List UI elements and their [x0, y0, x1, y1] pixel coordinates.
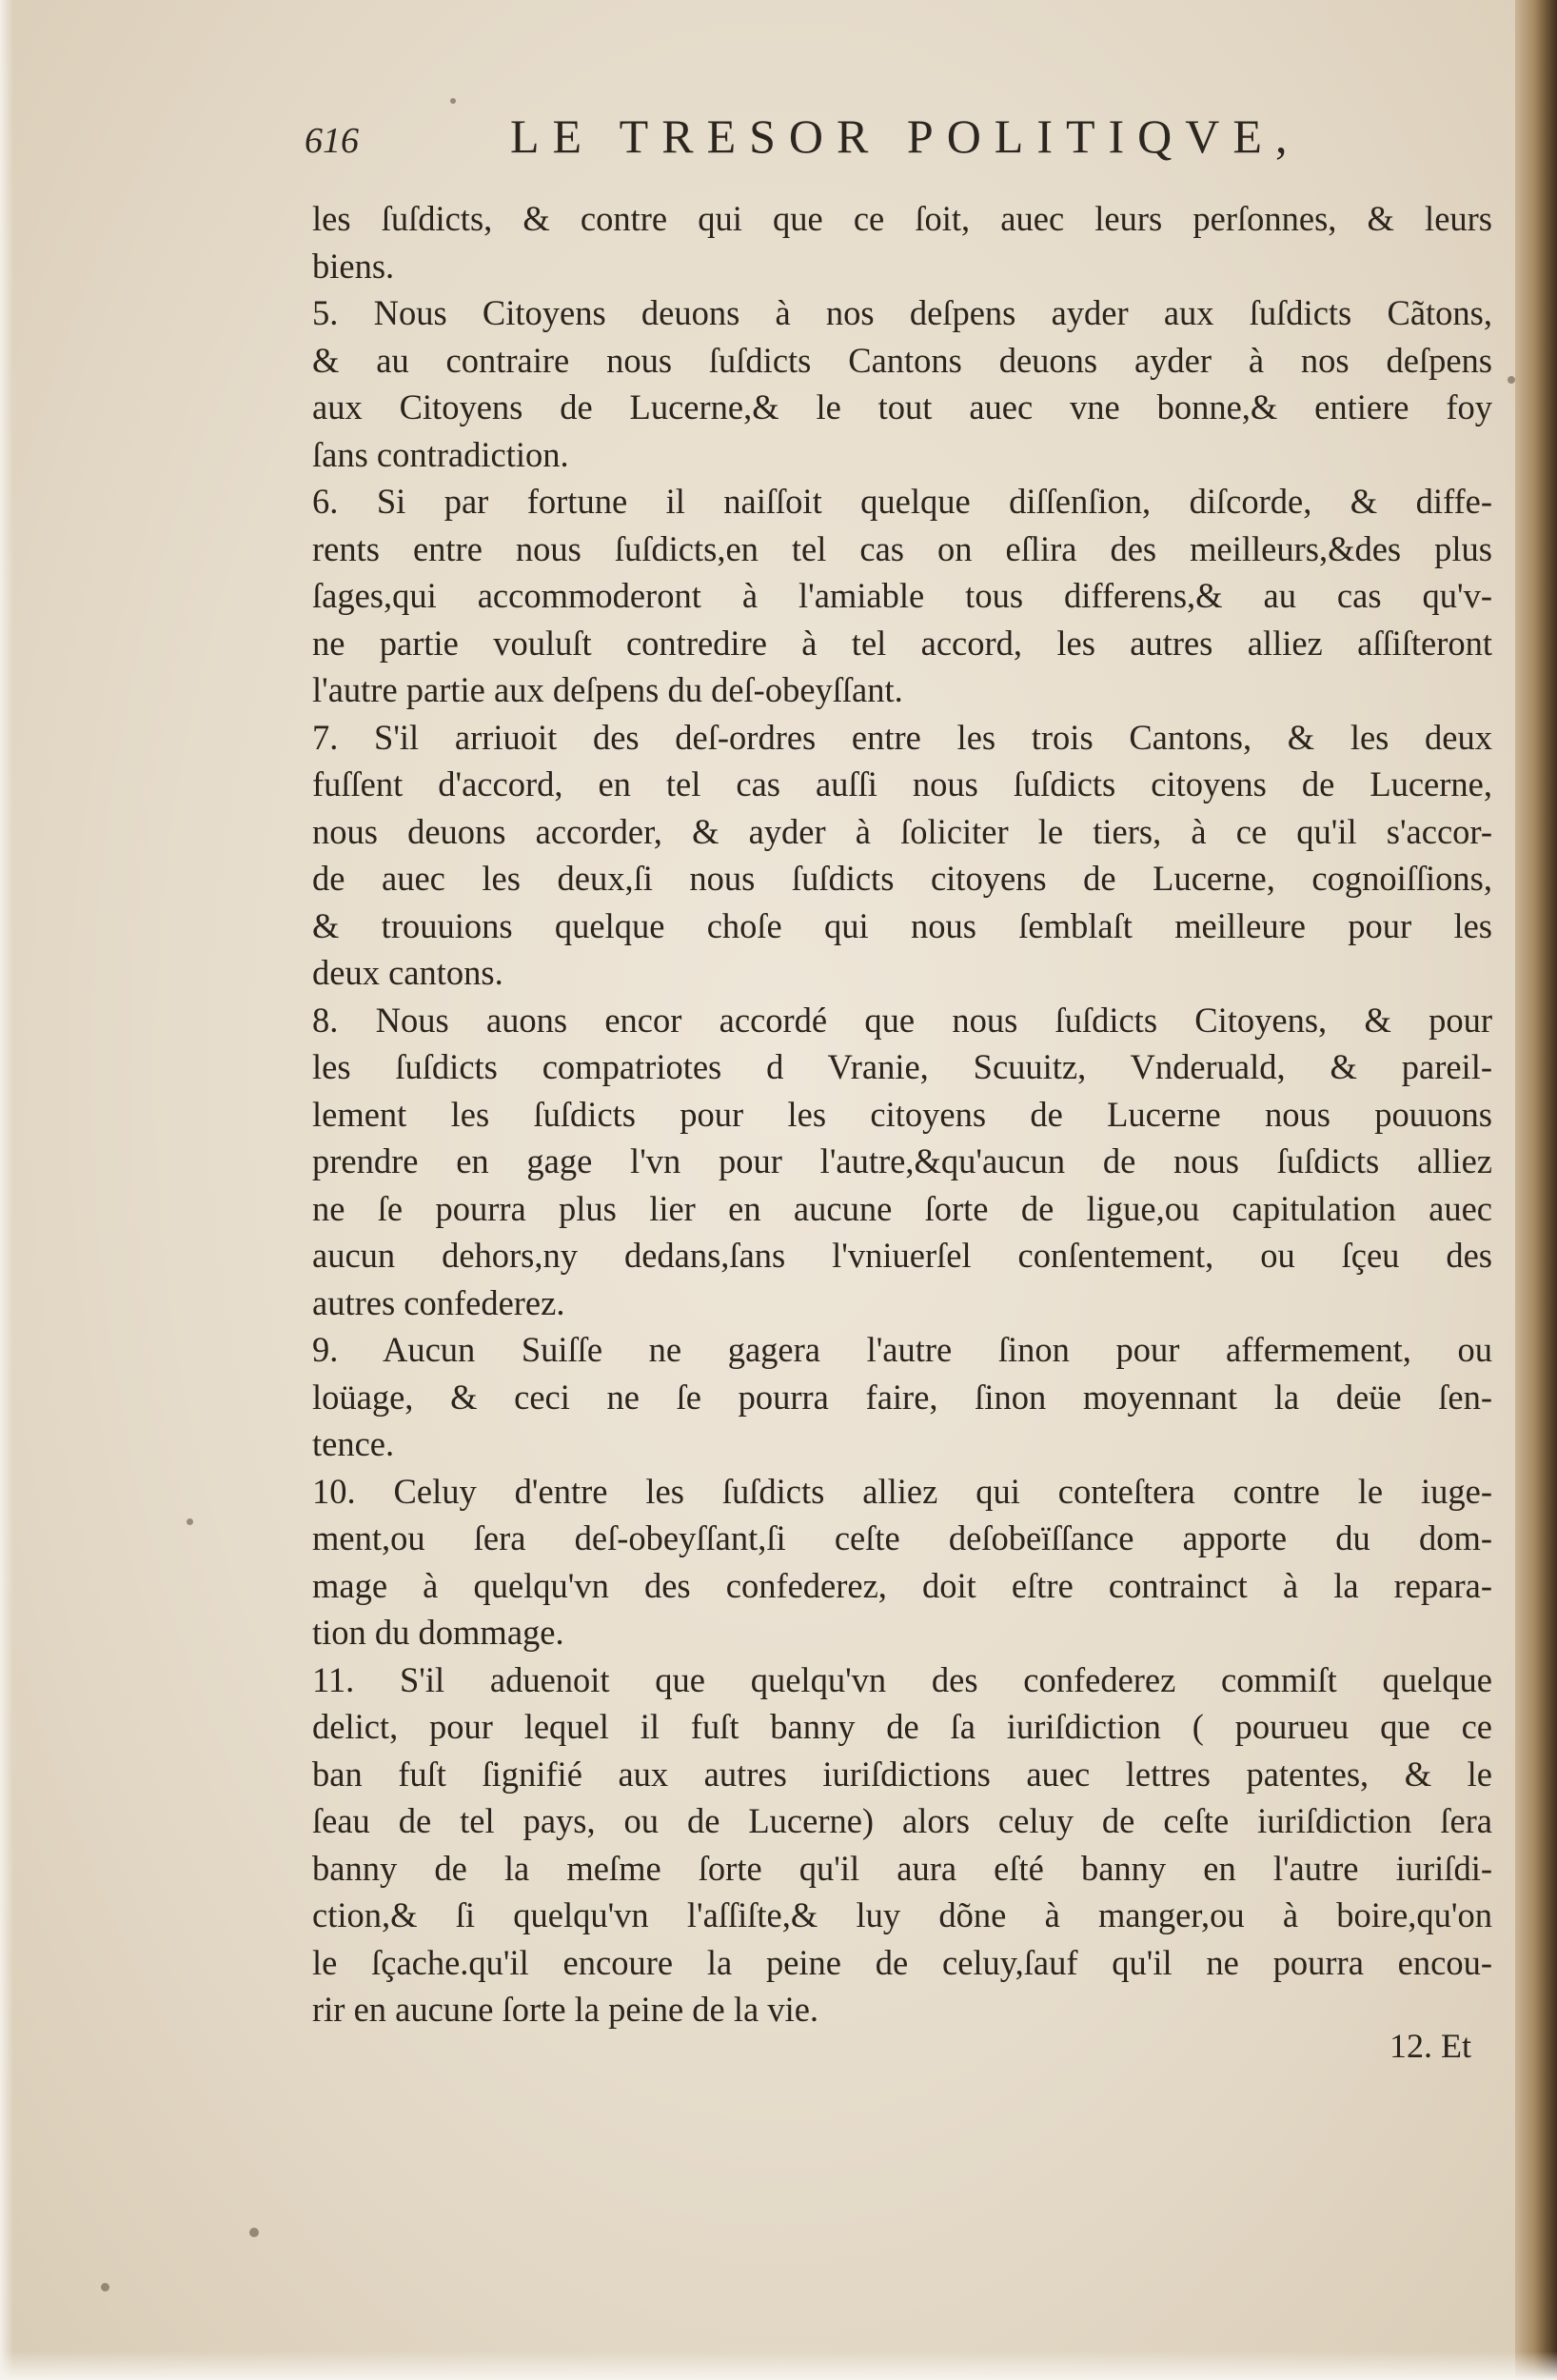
text-line: ment,ou ſera deſ-obeyſſant,ſi ceſte deſobeïſſance apporte du dom-: [312, 1518, 1492, 1557]
text-line: ſeau de tel pays, ou de Lucerne) alors celuy de ceſte iuriſdiction ſera: [312, 1801, 1492, 1840]
body-text: [312, 195, 1492, 2033]
text-line: loüage, & ceci ne ſe pourra faire, ſinon moyennant la deüe ſen-: [312, 1377, 1492, 1417]
text-line: de auec les deux,ſi nous ſuſdicts citoyens de Lucerne, cognoiſſions,: [312, 859, 1492, 898]
text-line: le ſçache.qu'il encoure la peine de celuy,ſauf qu'il ne pourra encou-: [312, 1942, 1492, 1982]
catchword: 12. Et: [1389, 2027, 1471, 2065]
ink-speck: [101, 2283, 109, 2291]
text-line: ction,& ſi quelqu'vn l'aſſiſte,& luy dõne à manger,ou à boire,qu'on: [312, 1895, 1492, 1934]
page-gutter-shadow: [1515, 0, 1557, 2380]
ink-speck: [187, 1518, 193, 1525]
text-line: aux Citoyens de Lucerne,& le tout auec vne bonne,& entiere foy: [312, 387, 1492, 426]
text-line: rir en aucune ſorte la peine de la vie.: [312, 1990, 819, 2029]
text-line: delict, pour lequel il fuſt banny de ſa iuriſdiction ( pourueu que ce: [312, 1707, 1492, 1746]
text-line: ne ſe pourra plus lier en aucune ſorte de ligue,ou capitulation auec: [312, 1188, 1492, 1228]
page-header: [305, 109, 1304, 179]
running-title: LE TRESOR POLITIQVE,: [510, 109, 1301, 163]
text-line: & trouuions quelque choſe qui nous ſemblaſt meilleure pour les: [312, 905, 1492, 945]
ink-speck: [1508, 376, 1515, 384]
text-line: 6. Si par fortune il naiſſoit quelque diſſenſion, diſcorde, & diffe-: [312, 482, 1492, 521]
text-line: & au contraire nous ſuſdicts Cantons deuons ayder à nos deſpens: [312, 340, 1492, 380]
text-line: 11. S'il aduenoit que quelqu'vn des confederez commiſt quelque: [312, 1659, 1492, 1699]
text-line: tion du dommage.: [312, 1613, 564, 1652]
text-line: l'autre partie aux deſpens du deſ-obeyſſant.: [312, 670, 903, 709]
text-line: aucun dehors,ny dedans,ſans l'vniuerſel conſentement, ou ſçeu des: [312, 1236, 1492, 1275]
page-bottom-margin: [0, 2351, 1557, 2380]
ink-speck: [249, 2228, 259, 2237]
text-line: prendre en gage l'vn pour l'autre,&qu'aucun de nous ſuſdicts alliez: [312, 1141, 1492, 1180]
text-line: 5. Nous Citoyens deuons à nos deſpens ayder aux ſuſdicts Cãtons,: [312, 293, 1492, 332]
text-line: 9. Aucun Suiſſe ne gagera l'autre ſinon pour affermement, ou: [312, 1330, 1492, 1369]
text-line: les ſuſdicts, & contre qui que ce ſoit, auec leurs perſonnes, & leurs: [312, 199, 1492, 238]
text-line: nous deuons accorder, & ayder à ſoliciter le tiers, à ce qu'il s'accor-: [312, 811, 1492, 851]
text-line: 7. S'il arriuoit des deſ-ordres entre les trois Cantons, & les deux: [312, 717, 1492, 757]
text-line: ſans contradiction.: [312, 434, 569, 474]
text-line: deux cantons.: [312, 953, 503, 992]
text-line: ſages,qui accommoderont à l'amiable tous differens,& au cas qu'v-: [312, 576, 1492, 615]
page-left-edge: [0, 0, 13, 2380]
page-number: 616: [305, 121, 359, 161]
text-line: ban fuſt ſignifié aux autres iuriſdictions auec lettres patentes, & le: [312, 1754, 1492, 1794]
text-line: 10. Celuy d'entre les ſuſdicts alliez qui conteſtera contre le iuge-: [312, 1471, 1492, 1511]
text-line: les ſuſdicts compatriotes d Vranie, Scuuitz, Vnderuald, & pareil-: [312, 1047, 1492, 1086]
text-line: lement les ſuſdicts pour les citoyens de Lucerne nous pouuons: [312, 1094, 1492, 1134]
text-line: tence.: [312, 1424, 395, 1463]
text-line: ne partie vouluſt contredire à tel accord, les autres alliez aſſiſteront: [312, 623, 1492, 663]
text-line: 8. Nous auons encor accordé que nous ſuſdicts Citoyens, & pour: [312, 1000, 1492, 1040]
text-line: banny de la meſme ſorte qu'il aura eſté banny en l'autre iuriſdi-: [312, 1848, 1492, 1888]
ink-speck: [450, 98, 456, 104]
text-line: fuſſent d'accord, en tel cas auſſi nous ſuſdicts citoyens de Lucerne,: [312, 764, 1492, 803]
text-line: autres confederez.: [312, 1282, 565, 1322]
text-line: rents entre nous ſuſdicts,en tel cas on eſlira des meilleurs,&des plus: [312, 528, 1492, 568]
text-line: mage à quelqu'vn des confederez, doit eſtre contrainct à la repara-: [312, 1565, 1492, 1605]
text-line: biens.: [312, 246, 395, 286]
